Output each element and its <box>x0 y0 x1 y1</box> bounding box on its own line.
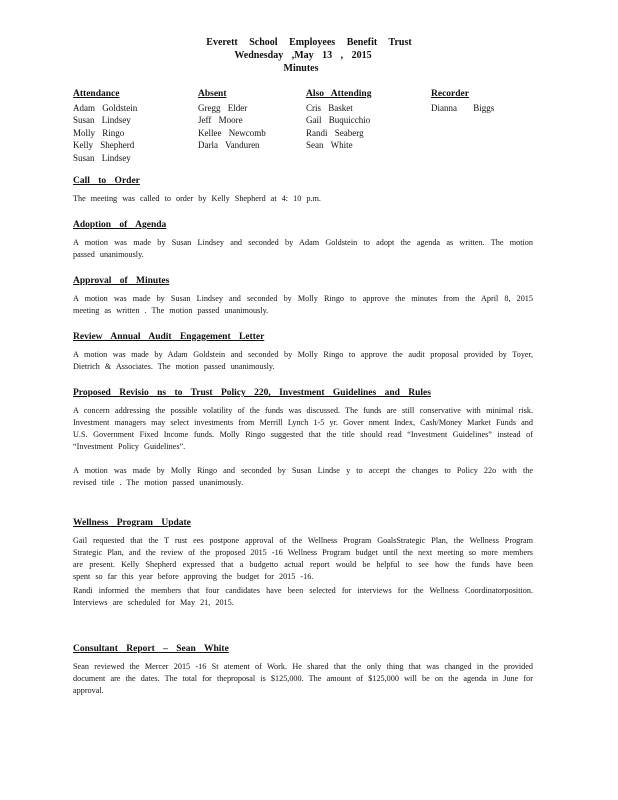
present-column <box>73 88 137 165</box>
section-text: A motion was made by Molly Ringo and seconded by Susan Lindse y to accept the changes to Policy 22o with the revised title . The motion passed unanimously. <box>73 466 533 487</box>
recorder-name: Dianna Biggs <box>431 102 495 113</box>
approval-of-minutes-section <box>73 276 533 317</box>
guest: Gail Buquicchio <box>306 115 371 126</box>
guest: Randi Seaberg <box>306 127 364 138</box>
section-text: The meeting was called to order by Kelly Shepherd at 4: 10 p.m. <box>73 194 321 203</box>
document-title: Everett School Employees Benefit Trust <box>206 37 412 48</box>
section-text: Randi informed the members that four candidates have been selected for interviews for the Wellness Coordinatorposition. Interviews are scheduled for May 21, 2015. <box>73 586 533 607</box>
section-text: A motion was made by Susan Lindsey and seconded by Adam Goldstein to adopt the agenda as written. The motion passed unanimously. <box>73 238 533 259</box>
section-heading: Call to Order <box>73 176 140 186</box>
document-subtitle: Minutes <box>283 63 319 74</box>
meeting-date: Wednesday ,May 13 , 2015 <box>234 50 372 61</box>
section-heading: Review Annual Audit Engagement Letter <box>73 332 265 342</box>
attendee: Molly Ringo <box>73 127 125 138</box>
guest: Cris Basket <box>306 102 353 113</box>
consultant-report-section <box>73 644 533 697</box>
attendee: Adam Goldstein <box>73 102 138 113</box>
section-heading: Wellness Program Update <box>73 518 191 528</box>
section-text: A motion was made by Susan Lindsey and seconded by Molly Ringo to approve the minutes from the April 8, 2015 meeting as written . The motion passed unanimously. <box>73 294 533 315</box>
attendee: Susan Lindsey <box>73 115 131 126</box>
recorder-heading: Recorder <box>431 89 469 99</box>
section-heading: Consultant Report – Sean White <box>73 644 229 654</box>
section-text: A motion was made by Adam Goldstein and seconded by Molly Ringo to approve the audit proposal provided by Toyer, Dietrich & Associates. The motion passed unanimously. <box>73 350 533 371</box>
section-text: Sean reviewed the Mercer 2015 -16 St atement of Work. He shared that the only thing that was changed in the provided document are the dates. The total for theproposal is $125,000. The amount of $125,000 will be on the agenda in June for approval. <box>73 662 533 695</box>
absent-heading: Absent <box>198 89 227 99</box>
absentee: Darla Vanduren <box>198 140 260 151</box>
section-heading: Proposed Revisio ns to Trust Policy 220, Investment Guidelines and Rules <box>73 388 431 398</box>
section-heading: Adoption of Agenda <box>73 220 167 230</box>
attendance-table <box>73 88 543 168</box>
section-text: Gail requested that the T rust ees postpone approval of the Wellness Program GoalsStrategic Plan, the Wellness Program Strategic Plan, and the review of the proposed 2015 -16 Wellness Program budget until the next meeting so more members are present. Kelly Shepherd expressed that a budgetto actual report would be helpful to see how the funds have been spent so far this year before approving the budget for 2015 -16. <box>73 536 533 581</box>
policy-revisions-section <box>73 388 533 489</box>
absentee: Gregg Elder <box>198 102 248 113</box>
absentee: Kellee Newcomb <box>198 127 266 138</box>
absentee: Jeff Moore <box>198 115 243 126</box>
section-heading: Approval of Minutes <box>73 276 170 286</box>
recorder-column <box>431 88 494 114</box>
adoption-of-agenda-section <box>73 220 533 261</box>
call-to-order-section <box>73 176 533 205</box>
audit-engagement-section <box>73 332 533 373</box>
absent-column <box>198 88 266 152</box>
also-attending-column <box>306 88 371 152</box>
attendee: Susan Lindsey <box>73 152 131 163</box>
section-text: A concern addressing the possible volatility of the funds was discussed. The funds are still conservative with minimal risk. Investment managers may select investments from Merrill Lynch 1-5 yr. Gover nment Index, Cash/Money Market Funds and U.S. Government Fixed Income funds. Molly Ringo suggested that the title should read “Investment Guidelines” instead of “Investment Policy Guidelines”. <box>73 406 533 451</box>
guest: Sean White <box>306 140 353 151</box>
wellness-program-section <box>73 518 533 609</box>
also-attending-heading: Also Attending <box>306 89 372 99</box>
attendee: Kelly Shepherd <box>73 140 135 151</box>
present-heading: Attendance <box>73 89 120 99</box>
